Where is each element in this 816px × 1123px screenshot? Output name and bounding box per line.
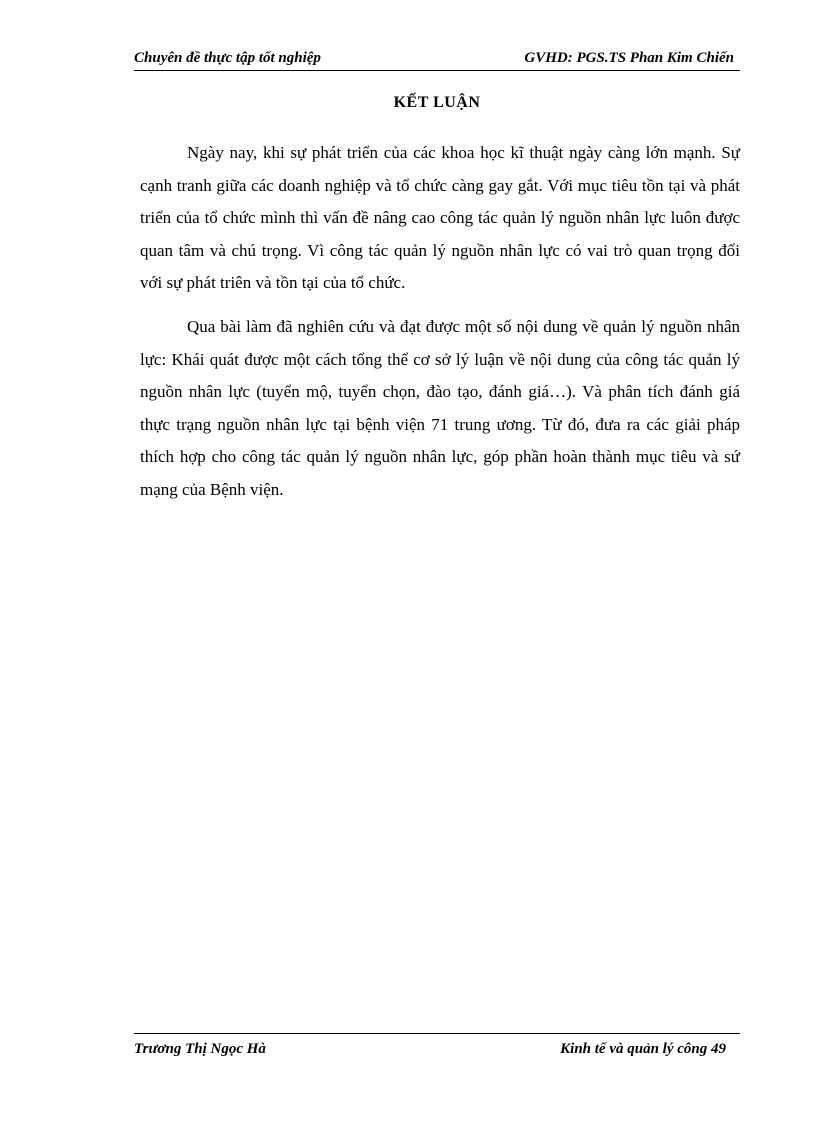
header-advisor: GVHD: PGS.TS Phan Kim Chiến xyxy=(524,50,734,66)
footer-course-page: Kinh tế và quản lý công 49 xyxy=(560,1041,726,1057)
paragraph-2: Qua bài làm đã nghiên cứu và đạt được một số nội dung về quản lý nguồn nhân lực: Khái quát được một cách tổng thể cơ sở lý luận về nội dung của công tác quản lý nguồn nhân lực (tuyển mộ, tuyển chọn, đào tạo, đánh giá…). Và phân tích đánh giá thực trạng nguồn nhân lực tại bệnh viện 71 trung ương. Từ đó, đưa ra các giải pháp thích hợp cho công tác quản lý nguồn nhân lực, góp phần hoàn thành mục tiêu và sứ mạng của Bệnh viện. xyxy=(140,317,740,499)
page-footer xyxy=(134,1033,740,1057)
page-header xyxy=(134,48,740,71)
section-title: KẾT LUẬN xyxy=(393,94,481,111)
paragraph-1: Ngày nay, khi sự phát triển của các khoa học kĩ thuật ngày càng lớn mạnh. Sự cạnh tranh giữa các doanh nghiệp và tổ chức càng gay gắt. Với mục tiêu tồn tại và phát triển của tổ chức mình thì vấn đề nâng cao công tác quản lý nguồn nhân lực luôn được quan tâm và chú trọng. Vì công tác quản lý nguồn nhân lực có vai trò quan trọng đối với sự phát triên và tồn tại của tổ chức. xyxy=(140,143,740,293)
footer-author: Trương Thị Ngọc Hà xyxy=(134,1041,266,1057)
header-document-title: Chuyên đề thực tập tốt nghiệp xyxy=(134,50,321,66)
